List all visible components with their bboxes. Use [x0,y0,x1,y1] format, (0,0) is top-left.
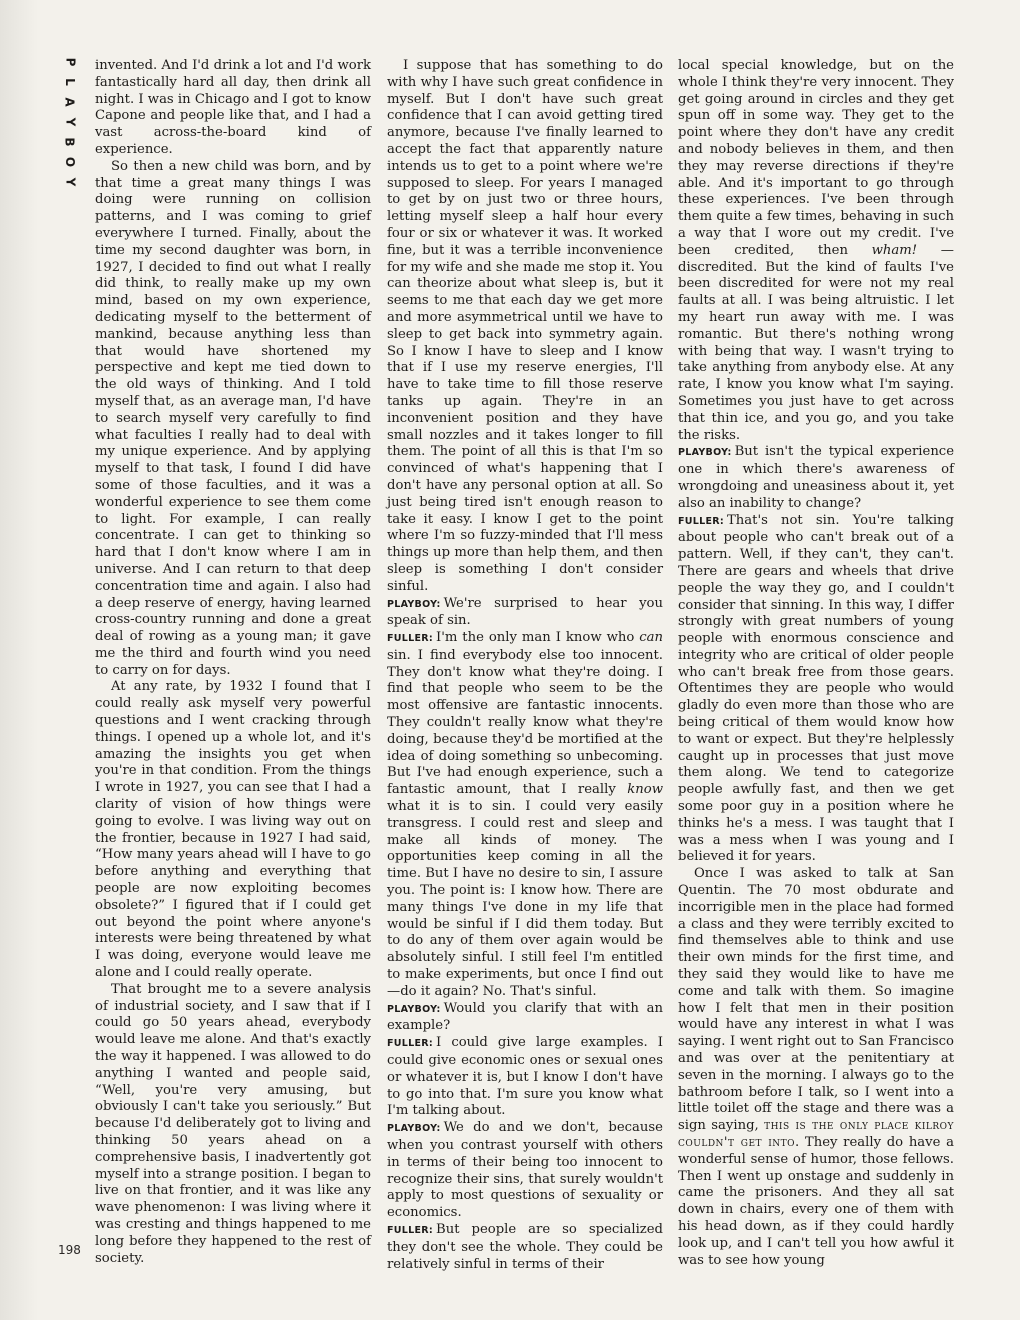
question-text: Would you clarify that with an example? [387,1000,663,1034]
text-column-1 [95,58,371,1267]
speaker-label-fuller: FULLER: [678,515,725,527]
answer-text: I could give large examples. I could give economic ones or sexual ones or whatever it is, but I know I don't have to go into that. I'm sure you know what I'm talking about. [387,1035,663,1119]
speaker-label-playboy: PLAYBOY: [678,447,732,459]
playboy-masthead [60,52,80,192]
interview-question [387,1120,663,1222]
answer-text: what it is to sin. I could very easily transgress. I could rest and sleep and make all kinds of money. The opportunities keep coming in all the time. But I have no desire to sin, I assure you. The point is: I know how. There are many things I've done in my life that would be sinful if I did them today. But to do any of them over again would be absolutely sinful. I still feel I'm entitled to make experiments, but once I find out—do it again? No. That's sinful. [387,799,663,999]
speaker-label-fuller: FULLER: [387,1038,434,1050]
body-text: local special knowledge, but on the whole I think they're very innocent. They get going around in circles and they get spun off in some way. They get to the point where they don't have any credit and nobody believes in them, and then they may reverse directions if they're able. And it's important to go through these experiences. I've been through them quite a few times, behaving in such a way that I wore out my credit. I've been credited, then [678,58,954,258]
paragraph: invented. And I'd drink a lot and I'd work fantastically hard all day, then drink all night. I was in Chicago and I got to know Capone and people like that, and I had a vast across-the-board kind of experience. [95,58,371,157]
answer-text: I'm the only man I know who [436,630,640,646]
paragraph: That brought me to a severe analysis of industrial society, and I saw that if I could go 50 years ahead, everybody would leave me alone. And that's exactly the way it happened. I was allowed to do anything I wanted and people said, “Well, you're very amusing, but obviously I can't take you seriously.” But because I'd deliberately got to living and thinking 50 years ahead on a comprehensive basis, I inadvertently got myself into a strange position. I began to live on that frontier, and it was like any wave phenomenon: I was living where it was cresting and things happened to me long before they happened to the rest of society. [95,981,371,1266]
interview-question [387,596,663,631]
emphasis-text: can [639,630,663,646]
speaker-label-playboy: PLAYBOY: [387,1003,441,1015]
paragraph [678,866,954,1269]
speaker-label-fuller: FULLER: [387,633,434,645]
interview-answer [387,630,663,1001]
speaker-label-fuller: FULLER: [387,1224,434,1236]
masthead-letter: Y [62,177,77,187]
body-text: —discredited. But the kind of faults I've been discredited for were not my real faults at all. I was being altruistic. I let my heart run away with me. I was romantic. But there's nothing wrong with being that way. I wasn't trying to take anything from anybody else. At any rate, I know you know what I'm saying. Sometimes you just have to get across that thin ice, and you go, and you take the risks. [678,242,954,443]
question-text: We're surprised to hear you speak of sin. [387,595,663,629]
text-column-3 [678,58,954,1269]
answer-text: That's not sin. You're talking about people who can't break out of a pattern. Well, if they can't, they can't. There are gears and wheels that drive people the way they go, and I couldn't consider that sinning. In this way, I differ strongly with great numbers of young people with enormous conscience and integrity who are critical of older people who can't break free from those gears. Oftentimes they are people who would gladly do even more than those who are being critical of them would know how to want or expect. But they're helplessly caught up in processes that just move them along. We tend to categorize people awfully fast, and then we get some poor guy in a position where he thinks he's a mess. I was taught that I was a mess when I was young and I believed it for years. [678,512,954,865]
interview-answer [387,1222,663,1273]
interview-answer [678,513,954,867]
masthead-letter: P [62,57,77,67]
question-text: But isn't the typical experience one in which there's awareness of wrongdoing and uneasiness about it, yet also an inability to change? [678,444,954,511]
answer-text: But people are so specialized they don't see the whole. They could be relatively sinful in terms of their [387,1221,663,1272]
interview-question [678,444,954,512]
page-edge-shadow [0,0,38,1320]
interview-answer [387,1035,663,1120]
answer-text: sin. I find everybody else too innocent. They don't know what they're doing. I find that people who seem to be the most offensive are fantastic innocents. They couldn't really know what they're doing, because they'd be mortified at the idea of doing something so unbecoming. But I've had enough experience, such a fantastic amount, that I really [387,647,663,798]
speaker-label-playboy: PLAYBOY: [387,598,441,610]
paragraph [678,58,954,444]
paragraph: At any rate, by 1932 I found that I could really ask myself very powerful questions and I went cracking through things. I opened up a whole lot, and it's amazing the insights you get when you're in that condition. From the things I wrote in 1927, you can see that I had a clarity of vision of how things were going to evolve. I was living way out on the frontier, because in 1927 I had said, “How many years ahead will I have to go before anything and everything that people are now exploiting becomes obsolete?” I figured that if I could get out beyond the point where anyone's interests were being threatened by what I was doing, everyone would leave me alone and I could really operate. [95,679,371,981]
masthead-letter: B [63,137,77,147]
paragraph: So then a new child was born, and by that time a great many things I was doing were running on collision patterns, and I was coming to grief everywhere I turned. Finally, about the time my second daughter was born, in 1927, I decided to find out what I really did think, to really make up my own mind, based on my own experience, dedicating myself to the betterment of mankind, because anything less than that would have shortened my perspective and kept me tied down to the old ways of thinking. And I told myself that, as an average man, I'd have to search myself very carefully to find what faculties I really had to deal with my unique experience. And by applying myself to that task, I found I did have some of those faculties, and it was a wonderful experience to see them come to light. For example, I can really concentrate. I can get to thinking so hard that I don't know where I am in universe. And I can return to that deep concentration time and again. I also had a deep reserve of energy, having learned cross-country running and done a great deal of rowing as a young man; it gave me the third and fourth wind you need to carry on for days. [95,158,371,678]
masthead-letter: A [62,97,77,107]
emphasis-text: wham! [871,242,918,258]
speaker-label-playboy: PLAYBOY: [387,1123,441,1135]
page-number: 198 [58,1243,81,1257]
emphasis-text: know [627,782,663,798]
masthead-letter: O [62,156,77,168]
masthead-letter: L [63,78,77,86]
question-text: We do and we don't, because when you contrast yourself with others in terms of their being too innocent to recognize their sins, that surely wouldn't apply to most questions of sexuality or economics. [387,1120,663,1221]
sign-text: this is the only place kilroy couldn't get into [678,1118,954,1150]
paragraph: I suppose that has something to do with why I have such great confidence in myself. But I don't have such great confidence that I can avoid getting tired anymore, because I've finally learned to accept the fact that apparently nature intends us to get to a point where we're supposed to sleep. For years I managed to get by on just two or three hours, letting myself sleep a half hour every four or six or whatever it was. It worked fine, but it was a terrible inconvenience for my wife and she made me stop it. You can theorize about what sleep is, but it seems to me that each day we get more and more asymmetrical until we have to sleep to get back into symmetry again. So I know I have to sleep and I know that if I use my reserve energies, I'll have to take time to fill those reserve tanks up again. They're in an inconvenient position and they have small nozzles and it takes longer to fill them. The point of all this is that I'm so convinced of what's happening that I don't have any personal option at all. So just being tired isn't enough reason to take it easy. I know I get to the point where I'm so fuzzy-minded that I'll mess things up more than help them, and then sleep is something I don't consider sinful. [387,58,663,594]
body-text: Once I was asked to talk at San Quentin. The 70 most obdurate and incorrigible men in the place had formed a class and they were terribly excited to find themselves able to think and use their own minds for the first time, and they said they would like to have me come and talk with them. So imagine how I felt that men in their position would have any interest in what I was saying. I went right out to San Francisco and was over at the penitentiary at seven in the morning. I always go to the bathroom before I talk, so I went into a little toilet off the stage and there was a sign saying, [678,866,954,1134]
masthead-letter: Y [62,117,77,127]
interview-question [387,1001,663,1036]
text-column-2 [387,58,663,1273]
body-text: . They really do have a wonderful sense of humor, those fellows. Then I went up onstage and suddenly in came the prisoners. And they all sat down in chairs, every one of them with his head down, as if they could hardly look up, and I can't tell you how awful it was to see how young [678,1135,954,1268]
